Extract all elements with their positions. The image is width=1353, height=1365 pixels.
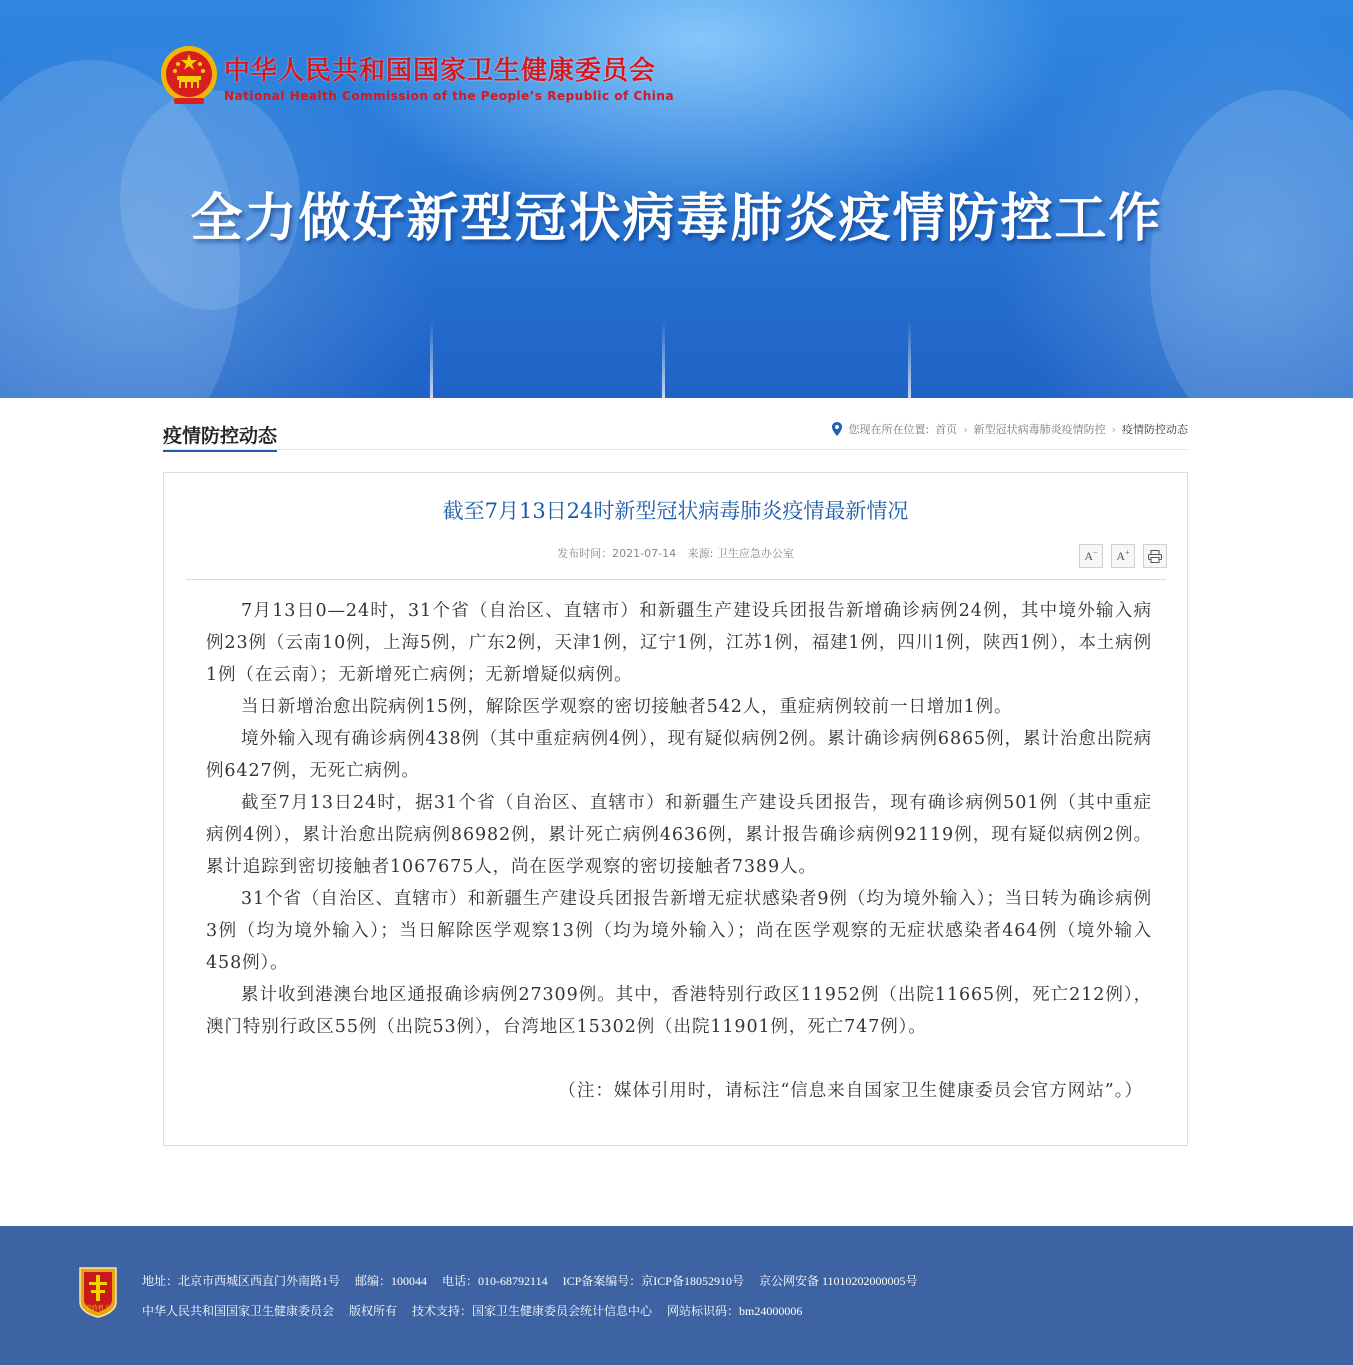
article-paragraph: 累计收到港澳台地区通报确诊病例27309例。其中，香港特别行政区11952例（出院11665例，死亡212例），澳门特别行政区55例（出院53例），台湾地区15302例（出院11901例，死亡747例）。 — [206, 985, 1152, 1037]
article-paragraph: 境外输入现有确诊病例438例（其中重症病例4例），现有疑似病例2例。累计确诊病例6865例，累计治愈出院病例6427例，无死亡病例。 — [206, 729, 1152, 781]
location-pin-icon — [832, 422, 842, 436]
publish-label: 发布时间： — [557, 547, 613, 560]
footer-info-line-2 — [142, 1302, 814, 1319]
font-increase-icon: A+ — [1116, 548, 1130, 563]
article-tools — [1079, 544, 1167, 568]
article-divider — [186, 579, 1166, 580]
font-decrease-button[interactable] — [1079, 544, 1103, 568]
article-paragraph: 7月13日0—24时，31个省（自治区、直辖市）和新疆生产建设兵团报告新增确诊病例24例，其中境外输入病例23例（云南10例，上海5例，广东2例，天津1例，辽宁1例，江苏1例，福建1例，四川1例，陕西1例），本土病例1例（在云南）；无新增死亡病例；无新增疑似病例。 — [206, 601, 1152, 685]
section-divider — [163, 449, 1188, 450]
chevron-right-icon: › — [963, 422, 968, 436]
font-decrease-icon: A− — [1084, 548, 1098, 563]
footer-copyright: 版权所有 — [349, 1304, 398, 1318]
banner-light-ray — [662, 320, 665, 398]
article-body — [206, 595, 1152, 1043]
breadcrumb-current-link[interactable]: 疫情防控动态 — [1122, 423, 1188, 436]
source-label: 来源: — [687, 547, 714, 560]
footer-icp-link[interactable]: ICP备案编号：京ICP备18052910号 — [562, 1274, 744, 1288]
chevron-right-icon: › — [1111, 422, 1116, 436]
footer-support: 技术支持：国家卫生健康委员会统计信息中心 — [412, 1304, 653, 1318]
article-title: 截至7月13日24时新型冠状病毒肺炎疫情最新情况 — [442, 499, 909, 523]
logo-subtitle[interactable]: National Health Commission of the People’s Republic of China — [224, 89, 675, 103]
breadcrumb-covid-link[interactable]: 新型冠状病毒肺炎疫情防控 — [973, 423, 1106, 436]
banner-light-ray — [430, 320, 433, 398]
article-meta — [164, 545, 1187, 561]
footer-phone: 电话：010-68792114 — [442, 1274, 548, 1288]
national-emblem-icon[interactable] — [158, 44, 220, 108]
print-button[interactable] — [1143, 544, 1167, 568]
badge-label: 党政机关 — [85, 1305, 111, 1312]
banner-light-ray — [908, 320, 911, 398]
breadcrumb — [832, 421, 1188, 437]
article-paragraph: 当日新增治愈出院病例15例，解除医学观察的密切接触者542人，重症病例较前一日增加1例。 — [241, 697, 1013, 717]
article-container — [163, 472, 1188, 1146]
banner-slogan: 全力做好新型冠状病毒肺炎疫情防控工作 — [190, 189, 1163, 249]
publish-date: 2021-07-14 — [612, 547, 677, 560]
section-title: 疫情防控动态 — [163, 421, 277, 452]
footer-info-line-1 — [142, 1272, 930, 1289]
footer-org: 中华人民共和国国家卫生健康委员会 — [142, 1304, 335, 1318]
printer-icon — [1148, 550, 1162, 563]
footer-postcode: 邮编：100044 — [355, 1274, 428, 1288]
footer-site-id: 网站标识码：bm24000006 — [667, 1304, 803, 1318]
footer — [0, 1226, 1353, 1365]
government-agency-badge-icon[interactable] — [76, 1266, 120, 1318]
article-source: 卫生应急办公室 — [716, 547, 794, 560]
breadcrumb-home-link[interactable]: 首页 — [935, 423, 958, 436]
article-paragraph: 截至7月13日24时，据31个省（自治区、直辖市）和新疆生产建设兵团报告，现有确诊病例501例（其中重症病例4例），累计治愈出院病例86982例，累计死亡病例4636例，累计报告确诊病例92119例，现有疑似病例2例。累计追踪到密切接触者1067675人，尚在医学观察的密切接触者7389人。 — [206, 793, 1152, 877]
footer-police-link[interactable]: 京公网安备 11010202000005号 — [758, 1274, 918, 1288]
media-citation-note: （注：媒体引用时，请标注“信息来自国家卫生健康委员会官方网站”。） — [558, 1081, 1143, 1101]
banner — [0, 0, 1353, 398]
breadcrumb-prefix: 您现在所在位置: — [848, 423, 930, 436]
font-increase-button[interactable] — [1111, 544, 1135, 568]
footer-address: 地址：北京市西城区西直门外南路1号 — [142, 1274, 341, 1288]
logo-title[interactable]: 中华人民共和国国家卫生健康委员会 — [224, 56, 657, 86]
article-paragraph: 31个省（自治区、直辖市）和新疆生产建设兵团报告新增无症状感染者9例（均为境外输入）；当日转为确诊病例3例（均为境外输入）；当日解除医学观察13例（均为境外输入）；尚在医学观察的无症状感染者464例（境外输入458例）。 — [206, 889, 1152, 973]
